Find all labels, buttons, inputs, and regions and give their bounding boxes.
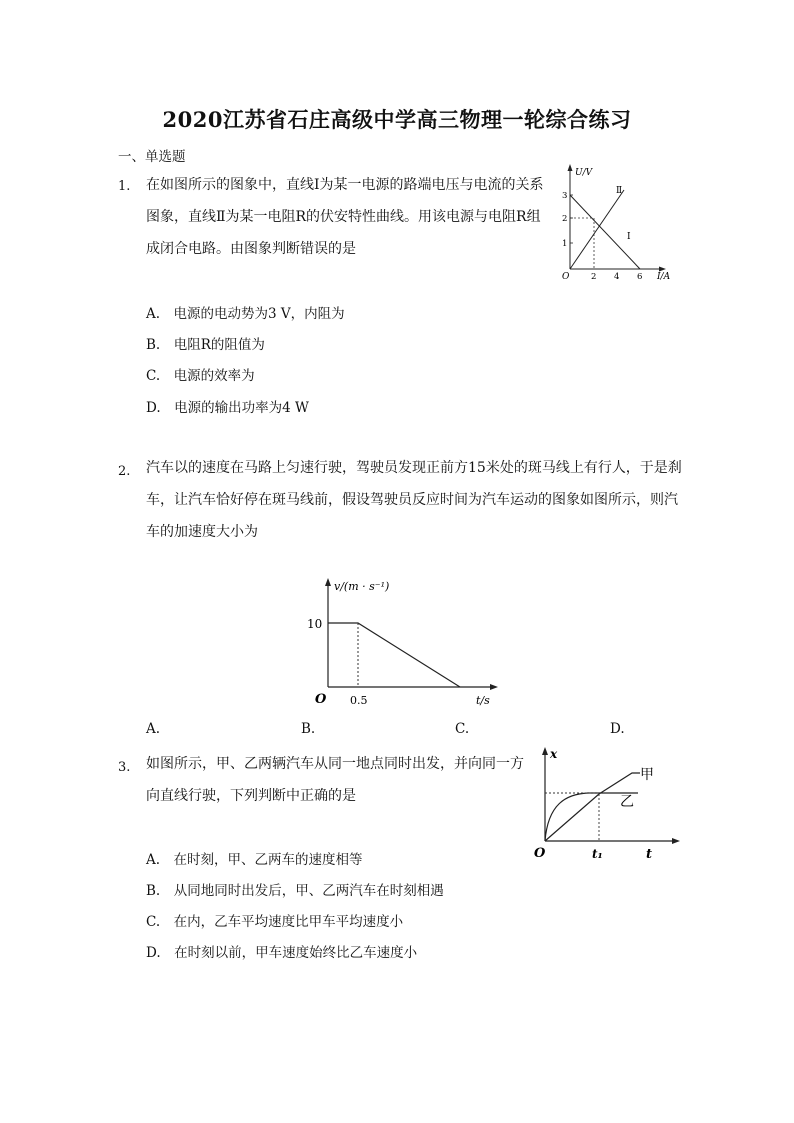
q3-series-label: 甲	[640, 767, 654, 783]
section-heading: 一、单选题	[118, 149, 186, 165]
document-title: 2020江苏省石庄高级中学高三物理一轮综合练习	[162, 107, 632, 132]
q1-option-a: A. 电源的电动势为3 V，内阻为	[146, 306, 345, 322]
q1-ui-graph	[558, 160, 682, 280]
q2-number: 2.	[118, 464, 131, 479]
q3-origin: O	[534, 846, 546, 861]
q1-option-d: D. 电源的输出功率为4 W	[146, 400, 309, 416]
q3-option-a: A. 在时刻，甲、乙两车的速度相等	[146, 852, 363, 868]
q3-ylabel: x	[550, 747, 558, 761]
q2-text: 汽车以的速度在马路上匀速行驶，驾驶员发现正前方15米处的斑马线上有行人，于是刹车，让汽车恰好停在斑马线前，假设驾驶员反应时间为汽车运动的图象如图所示，则汽车的加速度大小为	[146, 460, 682, 540]
q1-text: 在如图所示的图象中，直线Ⅰ为某一电源的路端电压与电流的关系图象，直线Ⅱ为某一电阻R的伏安特性曲线。用该电源与电阻R组成闭合电路。由图象判断错误的是	[146, 177, 544, 257]
q1-xtick: 4	[614, 272, 620, 280]
q2-ytick: 10	[307, 617, 323, 631]
q2-xtick: 0.5	[350, 694, 368, 707]
q2-vt-graph	[300, 572, 510, 712]
q3-series-label: 乙	[620, 794, 634, 810]
q3-option-b: B. 从同地同时出发后，甲、乙两汽车在时刻相遇	[146, 883, 444, 899]
q1-xtick: 2	[591, 272, 597, 280]
q1-ytick: 3	[562, 191, 568, 201]
q2-ylabel: v/(m · s⁻¹)	[334, 580, 390, 593]
q2-option-a: A.	[146, 721, 161, 737]
q3-xtick: t₁	[592, 847, 603, 861]
q1-option-c: C. 电源的效率为	[146, 368, 255, 384]
q3-text: 如图所示，甲、乙两辆汽车从同一地点同时出发，并向同一方向直线行驶，下列判断中正确的是	[146, 756, 524, 804]
q1-line-label: Ⅰ	[627, 232, 631, 242]
q1-ytick: 2	[562, 214, 568, 224]
q1-xtick: 6	[637, 272, 643, 280]
q3-xlabel: t	[646, 847, 653, 862]
q2-origin: O	[315, 692, 327, 707]
q2-option-c: C.	[455, 721, 470, 737]
q3-option-d: D. 在时刻以前，甲车速度始终比乙车速度小	[146, 945, 418, 961]
q3-xt-graph	[528, 742, 684, 866]
q1-line-label: Ⅱ	[616, 186, 623, 196]
q1-origin: O	[562, 272, 570, 280]
q3-option-c: C. 在内，乙车平均速度比甲车平均速度小	[146, 914, 404, 930]
q1-xlabel: I/A	[657, 272, 671, 280]
q3-number: 3.	[118, 760, 131, 775]
q2-option-b: B.	[301, 721, 316, 737]
q1-ytick: 1	[562, 239, 568, 249]
q2-xlabel: t/s	[476, 694, 490, 707]
vt-line	[328, 623, 460, 687]
q1-number: 1.	[118, 179, 131, 194]
q1-option-b: B. 电阻R的阻值为	[146, 337, 265, 353]
q1-ylabel: U/V	[575, 168, 593, 178]
q2-option-d: D.	[610, 721, 625, 737]
line-II	[570, 190, 624, 269]
